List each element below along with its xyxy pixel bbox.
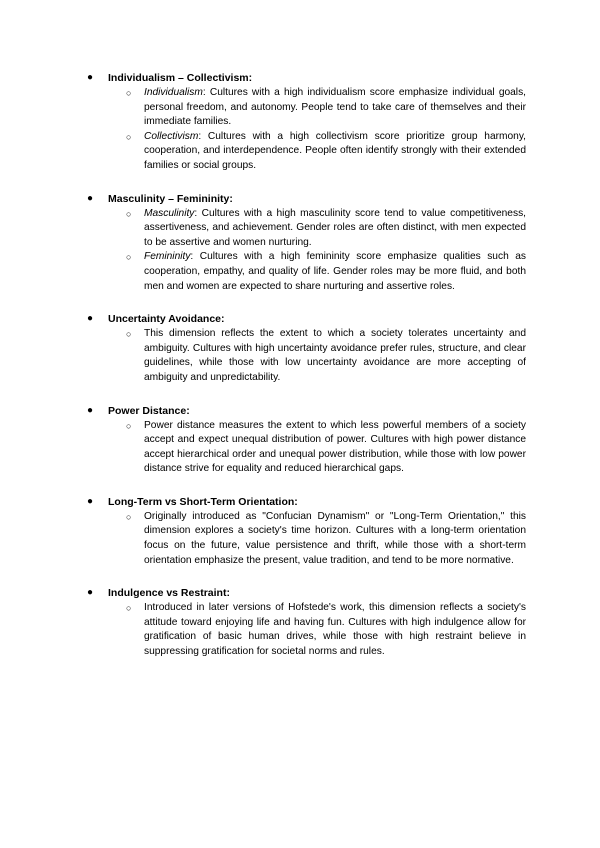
section-heading: Masculinity – Femininity: xyxy=(108,192,233,205)
list-item xyxy=(126,250,526,294)
list-item xyxy=(126,419,526,477)
item-text: Power distance measures the extent to which less powerful members of a society accept and expect unequal distribution of power. Cultures with high power distance accept hierarchical order and unequal power distribution, while those with low power distance strive for equality and reduced hierarchical gaps. xyxy=(144,419,526,475)
bullet-dot: ● xyxy=(87,404,94,416)
list-item xyxy=(126,510,526,568)
list-item xyxy=(126,207,526,251)
section-uncertainty-avoidance xyxy=(87,311,526,385)
section-indulgence-restraint xyxy=(87,585,526,659)
section-masculinity-femininity xyxy=(87,191,526,295)
bullet-dot: ● xyxy=(87,72,94,83)
section-heading: Long-Term vs Short-Term Orientation: xyxy=(108,495,298,508)
item-text: Cultures with a high femininity score emphasize qualities such as cooperation, empathy, and quality of life. Gender roles may be more fluid, and both men and women are expected to share nurturing and assertive roles. xyxy=(144,251,526,292)
term-separator: : xyxy=(190,251,200,263)
bullet-circle: ○ xyxy=(126,252,132,263)
list-item xyxy=(126,86,526,130)
term-label: Masculinity xyxy=(144,207,195,219)
term-separator: : xyxy=(198,130,208,142)
section-heading: Individualism – Collectivism: xyxy=(108,72,253,84)
bullet-circle: ○ xyxy=(126,329,132,340)
term-label: Femininity xyxy=(144,251,191,263)
section-heading: Power Distance: xyxy=(108,404,190,417)
bullet-dot: ● xyxy=(87,587,94,599)
bullet-dot: ● xyxy=(87,495,94,507)
term-separator: : xyxy=(194,207,202,219)
item-text: This dimension reflects the extent to which a society tolerates uncertainty and ambiguity. Cultures with high uncertainty avoidance prefer rules, structure, and clear guidelines, while those with low uncertainty avoidance are more accepting of ambiguity and unpredictability. xyxy=(144,328,526,383)
item-text: Cultures with a high masculinity score tend to value competitiveness, assertiveness, and achievement. Gender roles are often distinct, with men expected to be assertive and women nurturing. xyxy=(144,207,526,248)
bullet-circle: ○ xyxy=(126,208,132,219)
bullet-circle: ○ xyxy=(126,603,132,614)
bullet-dot: ● xyxy=(87,192,94,204)
bullet-circle: ○ xyxy=(126,511,132,522)
item-text: Introduced in later versions of Hofstede's work, this dimension reflects a society's attitude toward enjoying life and having fun. Cultures with high indulgence allow for gratification of basic human drives, while those with high restraint believe in suppressing gratification for societal norms and rules. xyxy=(144,602,526,658)
section-power-distance xyxy=(87,403,526,477)
list-item xyxy=(126,601,526,659)
bullet-dot: ● xyxy=(87,313,94,325)
bullet-circle: ○ xyxy=(126,88,132,98)
section-heading: Uncertainty Avoidance: xyxy=(108,313,225,326)
term-label: Collectivism xyxy=(144,130,199,142)
list-item xyxy=(126,327,526,385)
bullet-circle: ○ xyxy=(126,131,132,142)
list-item xyxy=(126,130,526,174)
term-separator: : xyxy=(202,87,210,98)
item-text: Cultures with a high collectivism score prioritize group harmony, cooperation, and interdependence. People often identify strongly with their extended families or social groups. xyxy=(144,130,526,171)
section-long-term-orientation xyxy=(87,494,526,568)
item-text: Cultures with a high individualism score emphasize individual goals, personal freedom, and autonomy. People tend to take care of themselves and their immediate families. xyxy=(144,87,526,128)
section-heading: Indulgence vs Restraint: xyxy=(108,587,230,600)
term-label: Individualism xyxy=(144,87,203,98)
item-text: Originally introduced as "Confucian Dynamism" or "Long-Term Orientation," this dimension explores a society's time horizon. Cultures with a long-term orientation focus on the future, value persistence and thrift, while those with a short-term orientation emphasize the present, value tradition, and tend to be more normative. xyxy=(144,510,526,566)
section-individualism-collectivism xyxy=(87,70,526,174)
bullet-circle: ○ xyxy=(126,420,132,431)
